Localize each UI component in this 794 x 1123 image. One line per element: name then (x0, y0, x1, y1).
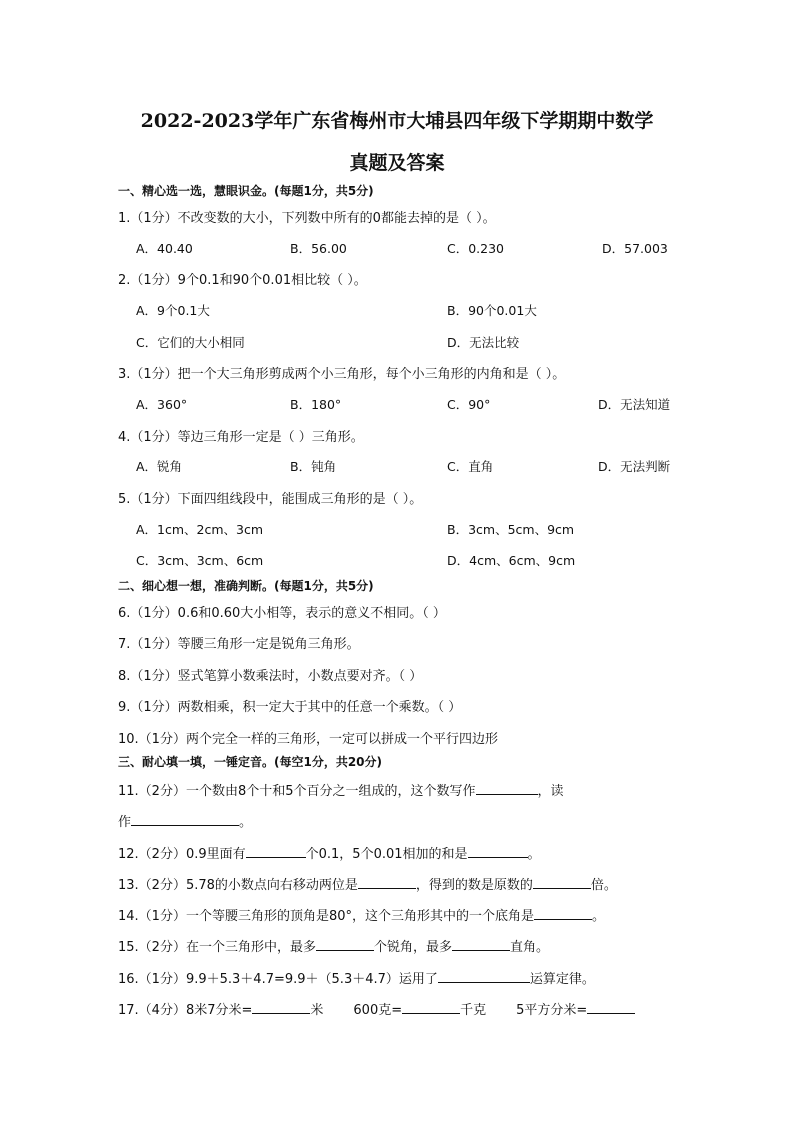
q2-option-d: D．无法比较 (447, 335, 520, 350)
answer-blank[interactable] (476, 782, 538, 795)
q15-text-b: 个锐角，最多 (373, 940, 452, 955)
q2-option-c: C．它们的大小相同 (136, 335, 245, 350)
q13-text-c: 倍。 (590, 878, 617, 893)
q12-text-a: 12.（2分）0.9里面有 (118, 847, 246, 862)
q13-text-b: ，得到的数是原数的 (415, 878, 533, 893)
question-7: 7.（1分）等腰三角形一定是锐角三角形。 (118, 637, 360, 652)
question-3-stem: 3.（1分）把一个大三角形剪成两个小三角形，每个小三角形的内角和是（ ）。 (118, 367, 566, 382)
question-10: 10.（1分）两个完全一样的三角形，一定可以拼成一个平行四边形 (118, 732, 498, 747)
q14-text-b: 。 (592, 909, 606, 924)
question-17 (118, 999, 635, 1018)
q17-text-b: 米 (310, 1003, 324, 1018)
q11-text-a: 11.（2分）一个数由8个十和5个百分之一组成的，这个数写作 (118, 784, 476, 799)
q14-text-a: 14.（1分）一个等腰三角形的顶角是80°，这个三角形其中的一个底角是 (118, 909, 534, 924)
question-1-stem: 1.（1分）不改变数的大小，下列数中所有的0都能去掉的是（ ）。 (118, 211, 496, 226)
q4-option-b: B．钝角 (290, 459, 337, 474)
q15-text-c: 直角。 (509, 940, 549, 955)
q4-option-c: C．直角 (447, 459, 494, 474)
question-16 (118, 968, 595, 987)
q11-text-d: 。 (239, 815, 253, 830)
answer-blank[interactable] (252, 1001, 310, 1014)
answer-blank[interactable] (246, 845, 306, 858)
question-9: 9.（1分）两数相乘，积一定大于其中的任意一个乘数。（ ） (118, 700, 462, 715)
q3-option-d: D．无法知道 (598, 397, 671, 412)
answer-blank[interactable] (316, 938, 374, 951)
section-heading-1: 一、精心选一选，慧眼识金。(每题1分，共5分) (118, 184, 374, 198)
question-12 (118, 843, 541, 862)
q3-option-b: B．180° (290, 397, 342, 412)
question-11-line-2 (118, 811, 252, 830)
q2-option-b: B．90个0.01大 (447, 303, 537, 318)
answer-blank[interactable] (534, 907, 592, 920)
question-4-stem: 4.（1分）等边三角形一定是（ ）三角形。 (118, 430, 364, 445)
question-8: 8.（1分）竖式笔算小数乘法时，小数点要对齐。（ ） (118, 669, 423, 684)
q17-text-c: 600克= (353, 1003, 403, 1018)
question-6: 6.（1分）0.6和0.60大小相等，表示的意义不相同。（ ） (118, 606, 446, 621)
question-2-stem: 2.（1分）9个0.1和90个0.01相比较（ ）。 (118, 273, 367, 288)
q5-option-d: D．4cm、6cm、9cm (447, 553, 576, 568)
q16-text-a: 16.（1分）9.9＋5.3＋4.7=9.9＋（5.3＋4.7）运用了 (118, 972, 438, 987)
question-5-stem: 5.（1分）下面四组线段中，能围成三角形的是（ ）。 (118, 492, 423, 507)
q3-option-a: A．360° (136, 397, 188, 412)
q17-text-d: 千克 (460, 1003, 487, 1018)
answer-blank[interactable] (452, 938, 510, 951)
question-11-line-1 (118, 780, 564, 799)
title-line-2: 真题及答案 (349, 152, 445, 174)
q5-option-a: A．1cm、2cm、3cm (136, 522, 264, 537)
q15-text-a: 15.（2分）在一个三角形中，最多 (118, 940, 316, 955)
q3-option-c: C．90° (447, 397, 491, 412)
answer-blank[interactable] (358, 876, 416, 889)
q1-option-a: A．40.40 (136, 241, 193, 256)
answer-blank[interactable] (533, 876, 591, 889)
q12-text-b: 个0.1，5个0.01相加的和是 (305, 847, 468, 862)
q4-option-a: A．锐角 (136, 459, 183, 474)
q4-option-d: D．无法判断 (598, 459, 671, 474)
q16-text-b: 运算定律。 (529, 972, 595, 987)
q11-text-c: 作 (118, 815, 132, 830)
q1-option-d: D．57.003 (602, 241, 668, 256)
section-heading-2: 二、细心想一想，准确判断。(每题1分，共5分) (118, 579, 374, 593)
answer-blank[interactable] (587, 1001, 635, 1014)
question-15 (118, 936, 549, 955)
question-14 (118, 905, 605, 924)
q12-text-c: 。 (527, 847, 541, 862)
answer-blank[interactable] (402, 1001, 460, 1014)
q11-text-b: ，读 (537, 784, 564, 799)
title-line-1: 2022-2023学年广东省梅州市大埔县四年级下学期期中数学 (140, 110, 654, 132)
q1-option-b: B．56.00 (290, 241, 347, 256)
q5-option-c: C．3cm、3cm、6cm (136, 553, 264, 568)
section-heading-3: 三、耐心填一填，一锤定音。(每空1分，共20分) (118, 755, 383, 769)
q1-option-c: C．0.230 (447, 241, 505, 256)
q13-text-a: 13.（2分）5.78的小数点向右移动两位是 (118, 878, 358, 893)
answer-blank[interactable] (468, 845, 528, 858)
question-13 (118, 874, 617, 893)
q17-text-e: 5平方分米= (516, 1003, 588, 1018)
answer-blank[interactable] (131, 813, 239, 826)
q5-option-b: B．3cm、5cm、9cm (447, 522, 575, 537)
q2-option-a: A．9个0.1大 (136, 303, 210, 318)
q17-text-a: 17.（4分）8米7分米= (118, 1003, 253, 1018)
answer-blank[interactable] (438, 970, 530, 983)
